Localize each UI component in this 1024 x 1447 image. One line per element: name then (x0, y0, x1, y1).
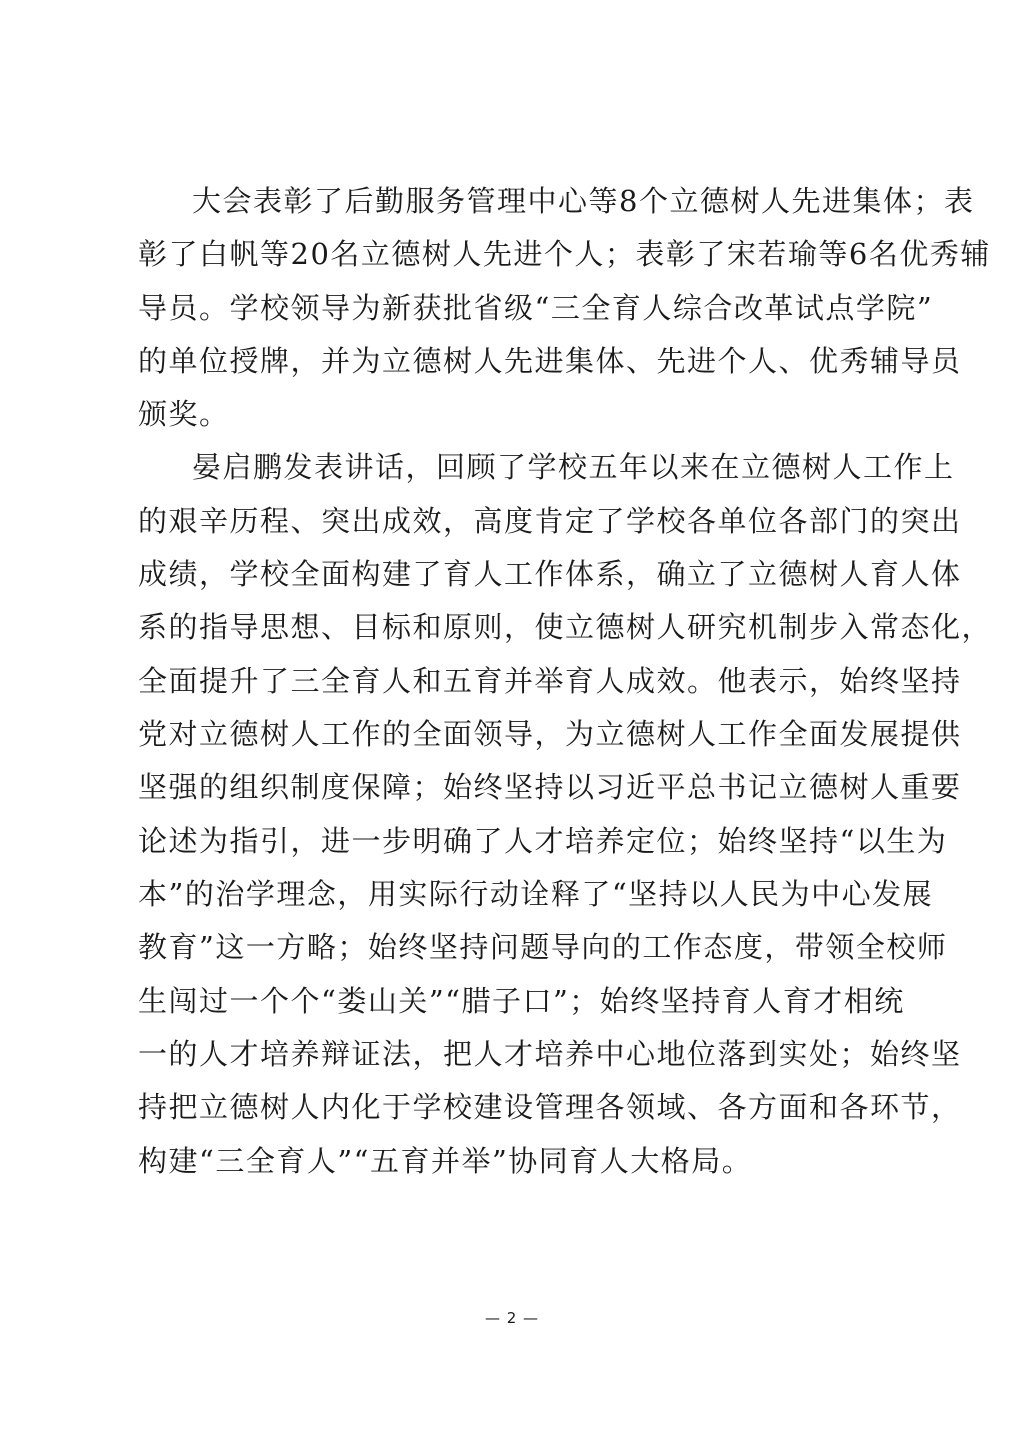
text-line: 晏启鹏发表讲话，回顾了学校五年以来在立德树人工作上 (192, 450, 955, 484)
text-line: 全面提升了三全育人和五育并举育人成效。他表示，始终坚持 (138, 664, 962, 698)
text-line: 论述为指引，进一步明确了人才培养定位；始终坚持“以生为 (138, 824, 948, 858)
text-line: 党对立德树人工作的全面领导，为立德树人工作全面发展提供 (138, 717, 962, 751)
text-line: 大会表彰了后勤服务管理中心等8个立德树人先进集体；表 (192, 184, 975, 218)
text-line: 彰了白帆等20名立德树人先进个人；表彰了宋若瑜等6名优秀辅 (138, 237, 991, 271)
text-line: 持把立德树人内化于学校建设管理各领域、各方面和各环节， (138, 1090, 962, 1124)
text-line: 的艰辛历程、突出成效，高度肯定了学校各单位各部门的突出 (138, 504, 962, 538)
text-line: 导员。学校领导为新获批省级“三全育人综合改革试点学院” (138, 291, 934, 325)
text-line: 一的人才培养辩证法，把人才培养中心地位落到实处；始终坚 (138, 1037, 962, 1071)
text-line: 的单位授牌，并为立德树人先进集体、先进个人、优秀辅导员 (138, 344, 962, 378)
text-line: 生闯过一个个“娄山关”“腊子口”；始终坚持育人育才相统 (138, 984, 905, 1018)
page-number: — 2 — (484, 1309, 540, 1327)
text-line: 成绩，学校全面构建了育人工作体系，确立了立德树人育人体 (138, 557, 962, 591)
text-line: 坚强的组织制度保障；始终坚持以习近平总书记立德树人重要 (138, 770, 962, 804)
text-line: 本”的治学理念，用实际行动诠释了“坚持以人民为中心发展 (138, 877, 934, 911)
text-line: 构建“三全育人”“五育并举”协同育人大格局。 (138, 1144, 753, 1178)
text-line: 颁奖。 (138, 397, 230, 431)
text-line: 系的指导思想、目标和原则，使立德树人研究机制步入常态化， (138, 610, 993, 644)
text-line: 教育”这一方略；始终坚持问题导向的工作态度，带领全校师 (138, 930, 948, 964)
